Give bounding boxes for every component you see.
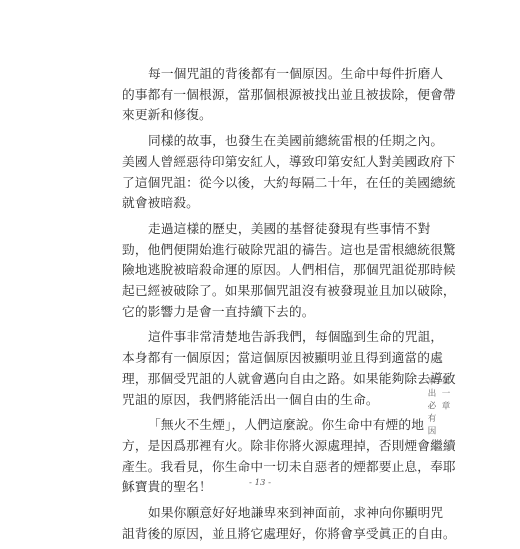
text-line: 理，那個受咒詛的人就會邁向自由之路。如果能夠除去導致 <box>122 370 456 386</box>
paragraph <box>122 64 456 126</box>
text-line: 本身都有一個原因；當這個原因被顯明並且得到適當的處 <box>122 350 443 366</box>
paragraph <box>122 131 456 214</box>
text-line: 同樣的故事，也發生在美國前總統雷根的任期之內。 <box>148 133 444 149</box>
chapter-number: 第一章 <box>440 376 450 414</box>
text-line: 「無火不生煙」，人們這麼說。你生命中有煙的地 <box>148 417 425 433</box>
text-line: 勁，他們便開始進行破除咒詛的禱告。這也是雷根總統很驚 <box>122 241 456 257</box>
text-line: 穌寶貴的聖名！ <box>122 479 212 495</box>
text-line: 來更新和修復。 <box>122 107 212 123</box>
text-line: 美國人曾經惡待印第安紅人，導致印第安紅人對美國政府下 <box>122 153 456 169</box>
paragraph <box>122 219 456 323</box>
text-line: 每一個咒詛的背後都有一個原因。生命中每件折磨人 <box>148 66 444 81</box>
text-line: 方，是因爲那裡有火。除非你將火源處理掉，否則煙會繼續 <box>122 437 456 453</box>
chapter-title: 事出必有因 <box>426 376 436 439</box>
text-line: 這件事非常清楚地告訴我們，每個臨到生命的咒詛， <box>148 329 444 345</box>
page-number: - 13 - <box>249 478 271 488</box>
chapter-side-label <box>426 376 456 466</box>
text-line: 咒詛的原因，我們將能活出一個自由的生命。 <box>122 391 379 407</box>
text-line: 它的影響力是會一直持續下去的。 <box>122 303 315 319</box>
text-line: 如果你願意好好地謙卑來到神面前，求神向你顯明咒 <box>148 505 444 521</box>
text-line: 就會被暗殺。 <box>122 195 200 211</box>
text-line: 產生。我看見，你生命中一切未自惡者的煙都要止息，奉耶 <box>122 458 456 474</box>
paragraph <box>122 503 456 544</box>
text-line: 詛背後的原因，並且將它處理好，你將會享受眞正的自由。 <box>122 525 456 541</box>
text-line: 了這個咒詛：從今以後，大約每隔二十年，在任的美國總統 <box>122 174 456 190</box>
text-line: 險地逃脫被暗殺命運的原因。人們相信，那個咒詛從那時候 <box>122 262 456 278</box>
text-line: 起已經被破除了。如果那個咒詛沒有被發現並且加以破除， <box>122 283 456 299</box>
text-line: 走過這樣的歷史，美國的基督徒發現有些事情不對 <box>148 220 431 236</box>
text-line: 的事都有一個根源，當那個根源被找出並且被拔除，便會帶 <box>122 86 456 102</box>
